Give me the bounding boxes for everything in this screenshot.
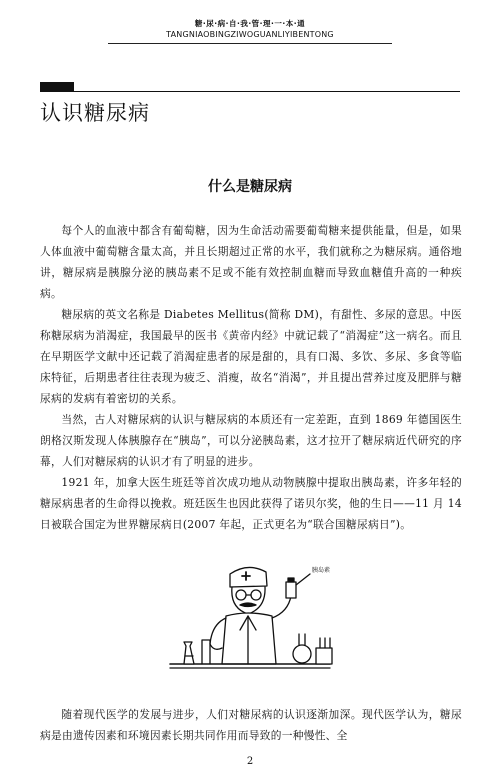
body-text xyxy=(40,220,462,535)
chapter-marker-bar xyxy=(40,82,74,92)
paragraph: 当然，古人对糖尿病的认识与糖尿病的本质还有一定差距，直到 1869 年德国医生朗格汉斯发现人体胰腺存在“胰岛”，可以分泌胰岛素，这才拉开了糖尿病近代研究的序幕，人们对糖尿病的认识才有了明显的进步。 xyxy=(40,413,462,468)
section-title: 什么是糖尿病 xyxy=(208,179,292,195)
chapter-rule xyxy=(74,91,460,92)
page-number: 2 xyxy=(246,756,254,767)
running-header-title: 糖·尿·病·自·我·管·理·一·本·通 xyxy=(194,19,306,28)
header-rule xyxy=(108,43,392,44)
doctor-illustration xyxy=(150,560,350,690)
running-header-pinyin: TANGNIAOBINGZIWOGUANLIYIBENTONG xyxy=(166,30,334,39)
body-text-continued xyxy=(40,704,462,746)
bottle-label: 胰岛素 xyxy=(312,567,331,574)
paragraph: 糖尿病的英文名称是 Diabetes Mellitus(简称 DM)，有甜性、多尿的意思。中医称糖尿病为消渴症，我国最早的医书《黄帝内经》中就记载了“消渴症”这一病名。而且在早期医学文献中还记载了消渴症患者的尿是甜的，具有口渴、多饮、多尿、多食等临床特征，后期患者往往表现为疲乏、消瘦，故名“消渴”，并且提出营养过度及肥胖与糖尿病的发病有着密切的关系。 xyxy=(40,308,462,405)
chapter-title: 认识糖尿病 xyxy=(40,101,150,125)
paragraph: 随着现代医学的发展与进步，人们对糖尿病的认识逐渐加深。现代医学认为，糖尿病是由遗传因素和环境因素长期共同作用而导致的一种慢性、全 xyxy=(40,708,462,742)
paragraph: 每个人的血液中都含有葡萄糖，因为生命活动需要葡萄糖来提供能量，但是，如果人体血液中葡萄糖含量太高，并且长期超过正常的水平，我们就称之为糖尿病。通俗地讲，糖尿病是胰腺分泌的胰岛素不足或不能有效控制血糖而导致血糖值升高的一种疾病。 xyxy=(40,224,462,300)
paragraph: 1921 年，加拿大医生班廷等首次成功地从动物胰腺中提取出胰岛素，许多年轻的糖尿病患者的生命得以挽救。班廷医生也因此获得了诺贝尔奖，他的生日——11 月 14 日被联合国定为世界糖尿病日(2007 年起，正式更名为“联合国糖尿病日”)。 xyxy=(40,476,462,531)
